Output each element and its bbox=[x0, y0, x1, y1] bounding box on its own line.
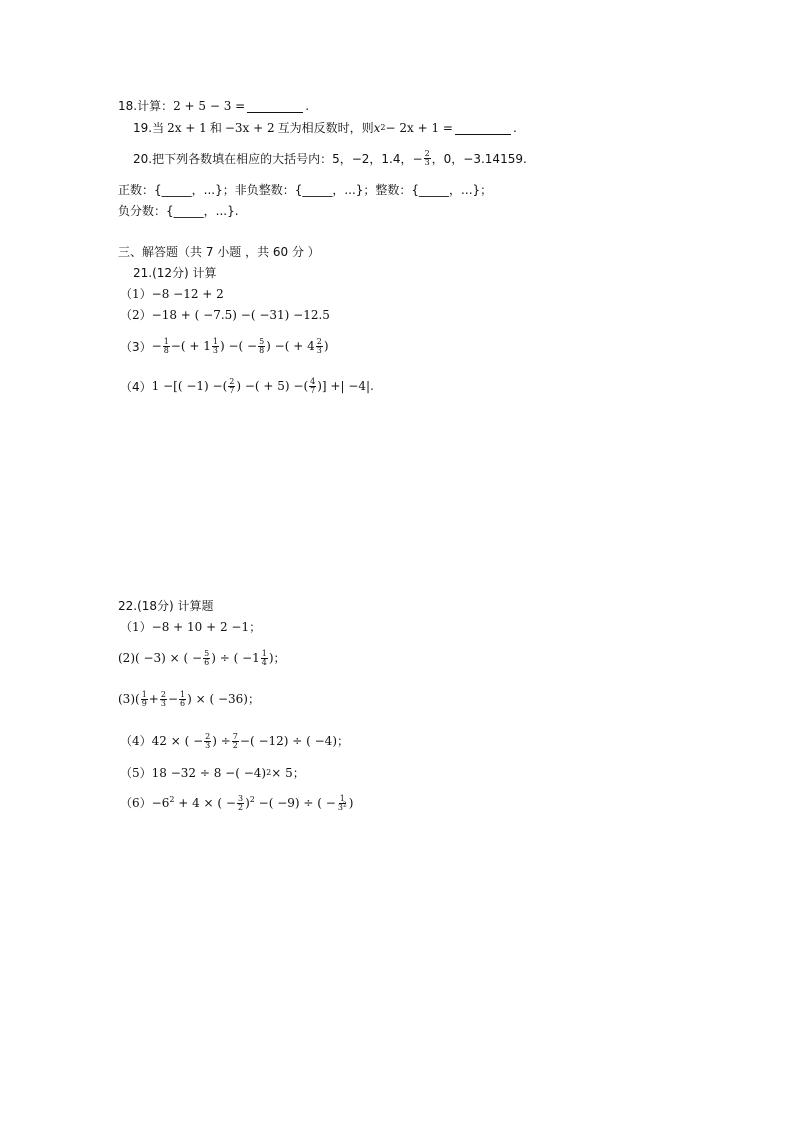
q21-part-4 bbox=[120, 378, 374, 395]
section-3-title-text: 三、解答题（共 7 小题 ，共 60 分 ） bbox=[118, 245, 320, 259]
q22-header bbox=[118, 598, 214, 614]
q21-part-2-text: （2）−18 + ( −7.5) −( −31) −12.5 bbox=[120, 308, 330, 322]
q21-header bbox=[133, 265, 217, 281]
q21-header-text: 21.(12分) 计算 bbox=[133, 266, 217, 280]
q19-mid2: 互为相反数时，则 bbox=[277, 121, 374, 135]
q20-frac-num: 2 bbox=[424, 149, 430, 158]
q20-frac-sign: − bbox=[412, 151, 423, 166]
q18-end: . bbox=[305, 99, 310, 113]
q21-part-1 bbox=[120, 286, 224, 302]
q19-mid: 和 bbox=[209, 121, 222, 135]
q22-part-2 bbox=[118, 650, 286, 667]
q19-label: 19.当 bbox=[133, 121, 165, 135]
q22-part-6-expr: $(6)-6^2 + 4$ × ( − $\frac{3}{2}$ )$^2$ −( −9) ÷ ( − $\frac{1}{3^2}$ ) bbox=[120, 794, 354, 812]
q22-part-5-text: （5）18 −32 ÷ 8 −( −4) bbox=[120, 766, 267, 780]
q22-part-3-expr: (3)( $\frac{1}{9}$ + $\frac{2}{3}$ − $\frac{1}{6}$ ) × ( −36)； bbox=[118, 690, 260, 708]
q19-expr-c-rest: − 2x + 1 = bbox=[385, 121, 453, 135]
q22-part-4-expr: （4）42 × ( − $\frac{2}{3}$ ) ÷ $\frac{7}{2}$ −( −12) ÷ ( −4)； bbox=[120, 732, 349, 750]
q19-expr-c-base: x bbox=[373, 121, 381, 135]
sets-line-1-text: 正数：{_____，...}；非负整数：{_____，...}；整数：{_____，...}； bbox=[118, 183, 493, 197]
q21-part-3-label: （3） bbox=[120, 339, 152, 354]
q22-part-4 bbox=[120, 733, 349, 750]
q21-part-3-expr: − $\frac{1}{8}$ −( + 1 $\frac{1}{3}$ ) −( − $\frac{5}{8}$ ) −( + 4 $\frac{2}{3}$ ) bbox=[151, 337, 329, 355]
q22-part-3 bbox=[118, 691, 260, 708]
q21-part-3 bbox=[120, 338, 329, 355]
q20-frac-den: 3 bbox=[424, 158, 430, 167]
q22-part-1-text: （1）−8 + 10 + 2 −1； bbox=[120, 620, 262, 634]
q18-answer-blank[interactable] bbox=[247, 100, 303, 113]
q22-part-2-expr: (2)( −3) × ( − $\frac{5}{6}$ ) ÷ ( −1 $\frac{1}{4}$ )； bbox=[118, 649, 286, 667]
q18-expression: 2 + 5 − 3 = bbox=[173, 99, 246, 113]
q21-part-1-text: （1）−8 −12 + 2 bbox=[120, 287, 224, 301]
q19-expr-b: −3x + 2 bbox=[224, 121, 275, 135]
q22-part-1 bbox=[120, 619, 261, 635]
q20-rest: ，0，−3.14159. bbox=[431, 151, 527, 166]
sets-line-2 bbox=[118, 203, 239, 219]
q18-label: 18.计算： bbox=[118, 99, 174, 113]
question-20 bbox=[133, 150, 527, 167]
section-3-title bbox=[118, 244, 320, 260]
q20-label: 20.把下列各数填在相应的大括号内：5，−2，1.4， bbox=[133, 151, 413, 166]
q20-fraction bbox=[424, 150, 431, 167]
q22-part-5: （5）18 −32 ÷ 8 −( −4) 2 × 5； bbox=[120, 766, 305, 780]
q19-end: . bbox=[512, 121, 517, 135]
sets-line-2-text: 负分数：{_____，...}. bbox=[118, 204, 239, 218]
q22-part-5-rest: × 5； bbox=[271, 766, 305, 780]
q22-header-text: 22.(18分) 计算题 bbox=[118, 599, 214, 613]
q21-part-4-label: （4） bbox=[120, 379, 152, 394]
sets-line-1 bbox=[118, 182, 492, 198]
q22-part-6 bbox=[120, 795, 353, 812]
q19-answer-blank[interactable] bbox=[455, 122, 511, 135]
q21-part-4-expr: 1 −[( −1) −( $\frac{2}{7}$ ) −( + 5) −( $\frac{4}{7}$ )] +| −4|. bbox=[151, 377, 374, 395]
question-18 bbox=[118, 98, 309, 114]
question-19: 19.当 2x + 1 和 −3x + 2 互为相反数时，则 x 2 − 2x + 1 = . bbox=[133, 121, 517, 135]
q19-expr-a: 2x + 1 bbox=[167, 121, 207, 135]
q21-part-2 bbox=[120, 307, 330, 323]
